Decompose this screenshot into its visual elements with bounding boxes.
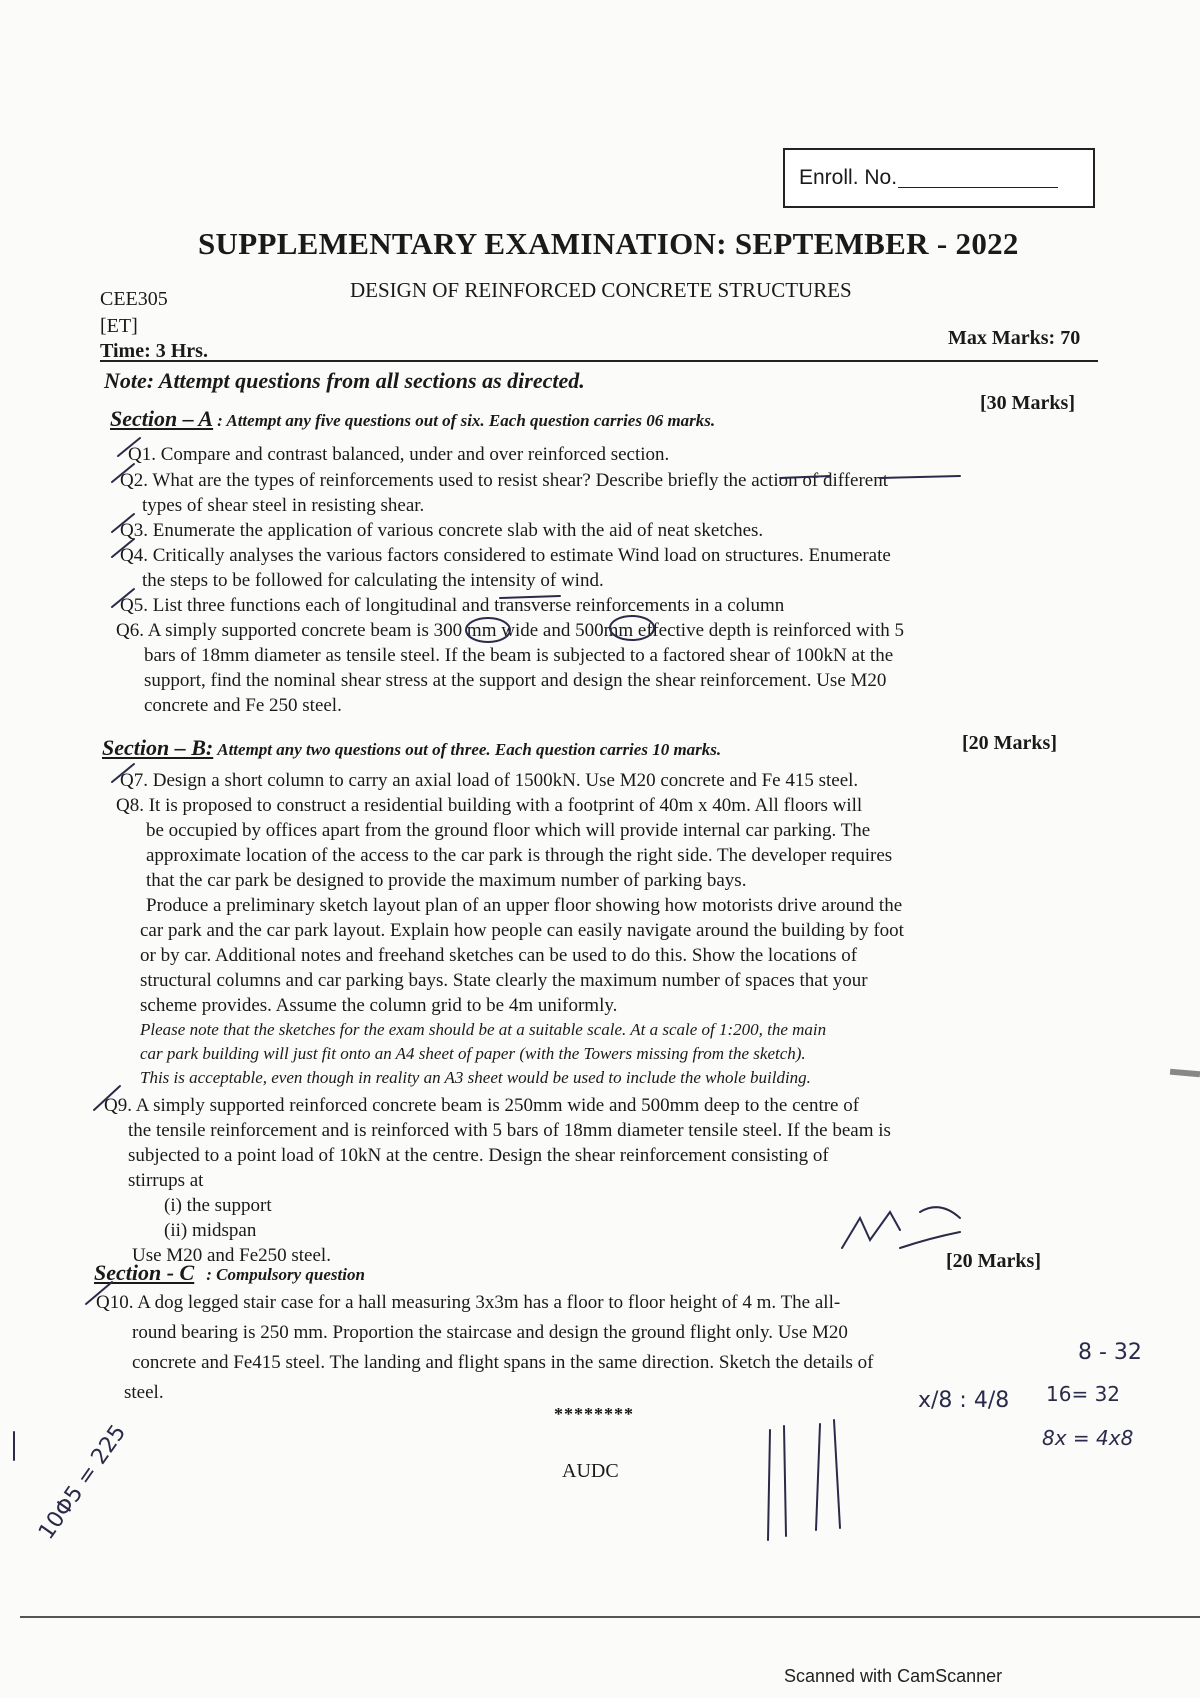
- handwritten-calc: 8x = 4x8: [1042, 1426, 1134, 1450]
- question-text: A simply supported reinforced concrete beam is 250mm wide and 500mm deep to the centre of: [135, 1095, 860, 1116]
- end-code: AUDC: [562, 1460, 619, 1482]
- bar-marks: [768, 1420, 840, 1540]
- tick-mark: [112, 764, 134, 782]
- section-c-heading: Section - C: [94, 1260, 195, 1285]
- handwritten-calc: 16= 32: [1046, 1382, 1121, 1406]
- question-text: types of shear steel in resisting shear.: [142, 495, 425, 516]
- subject-title: DESIGN OF REINFORCED CONCRETE STRUCTURES: [350, 278, 852, 302]
- question-number: Q6.: [116, 620, 144, 641]
- section-a-heading: Section – A: [110, 406, 214, 431]
- question-text: concrete and Fe 250 steel.: [144, 695, 342, 716]
- question-number: Q4.: [120, 545, 148, 566]
- question-subitem: (ii) midspan: [164, 1220, 257, 1241]
- question-text: Critically analyses the various factors considered to estimate Wind load on structures. Enumerate: [152, 545, 891, 566]
- question-number: Q3.: [120, 520, 148, 541]
- question-number: Q1.: [128, 444, 156, 465]
- tick-mark: [112, 464, 134, 482]
- question-text: that the car park be designed to provide the maximum number of parking bays.: [146, 870, 747, 891]
- note-line: This is acceptable, even though in reality an A3 sheet would be used to include the whole building.: [140, 1068, 811, 1087]
- max-marks: Max Marks: 70: [948, 327, 1081, 349]
- question-text: structural columns and car parking bays. State clearly the maximum number of spaces that your: [140, 970, 868, 991]
- question-number: Q7.: [120, 770, 148, 791]
- question-text: stirrups at: [128, 1170, 204, 1191]
- question-text: Use M20 and Fe250 steel.: [132, 1245, 331, 1266]
- question-text: the steps to be followed for calculating the intensity of wind.: [142, 570, 604, 591]
- question-text: or by car. Additional notes and freehand sketches can be used to do this. Show the locations of: [140, 945, 858, 966]
- exam-title: SUPPLEMENTARY EXAMINATION: SEPTEMBER - 2022: [198, 226, 1019, 261]
- question-text: A simply supported concrete beam is 300 mm wide and 500mm effective depth is reinforced with 5: [147, 620, 904, 641]
- section-c-marks: [20 Marks]: [946, 1250, 1041, 1272]
- circle-mark: [466, 618, 510, 642]
- question-number: Q8.: [116, 795, 144, 816]
- underline-mark: [500, 596, 560, 598]
- scribble-mark: [842, 1207, 960, 1248]
- handwritten-note: 10Φ5 = 225: [34, 1420, 132, 1545]
- section-b-heading: Section – B:: [102, 735, 214, 760]
- question-text: scheme provides. Assume the column grid to be 4m uniformly.: [140, 995, 618, 1016]
- branch: [ET]: [100, 315, 138, 337]
- question-text: car park and the car park layout. Explain how people can easily navigate around the building by foot: [140, 920, 904, 941]
- question-text: It is proposed to construct a residential building with a footprint of 40m x 40m. All floors will: [148, 795, 863, 816]
- question-text: List three functions each of longitudinal and transverse reinforcements in a column: [152, 595, 785, 616]
- question-text: Enumerate the application of various concrete slab with the aid of neat sketches.: [152, 520, 764, 541]
- tick-mark: [86, 1282, 112, 1304]
- question-subitem: (i) the support: [164, 1195, 272, 1216]
- section-c-instruction: : Compulsory question: [206, 1265, 365, 1284]
- underline-mark: [880, 476, 960, 478]
- handwritten-calc: x/8 : 4/8: [918, 1388, 1010, 1413]
- section-b-marks: [20 Marks]: [962, 732, 1057, 754]
- question-text: bars of 18mm diameter as tensile steel. If the beam is subjected to a factored shear of 100kN at the: [144, 645, 894, 666]
- tick-mark: [112, 514, 134, 532]
- question-text: subjected to a point load of 10kN at the centre. Design the shear reinforcement consisting of: [128, 1145, 829, 1166]
- section-b-instruction: Attempt any two questions out of three. Each question carries 10 marks.: [217, 740, 722, 759]
- question-text: Design a short column to carry an axial load of 1500kN. Use M20 concrete and Fe 415 steel.: [152, 770, 859, 791]
- question-number: Q10.: [96, 1292, 134, 1313]
- question-text: What are the types of reinforcements used to resist shear? Describe briefly the action of different: [152, 470, 889, 491]
- note-line: car park building will just fit onto an A4 sheet of paper (with the Towers missing from the sketch).: [140, 1044, 806, 1063]
- course-code: CEE305: [100, 288, 168, 310]
- question-text: steel.: [124, 1382, 164, 1403]
- question-number: Q9.: [104, 1095, 132, 1116]
- note: Note: Attempt questions from all sections as directed.: [104, 368, 585, 393]
- note-line: Please note that the sketches for the exam should be at a suitable scale. At a scale of 1:200, the main: [140, 1020, 827, 1039]
- question-text: Compare and contrast balanced, under and over reinforced section.: [160, 444, 670, 465]
- tick-mark: [112, 589, 134, 607]
- scanner-watermark: Scanned with CamScanner: [784, 1666, 1003, 1686]
- circle-mark: [610, 616, 654, 640]
- tick-mark: [112, 539, 134, 557]
- question-text: be occupied by offices apart from the ground floor which will provide internal car parking. The: [146, 820, 871, 841]
- tick-mark: [118, 438, 140, 456]
- tick-mark: [94, 1086, 120, 1110]
- question-text: support, find the nominal shear stress at the support and design the shear reinforcement. Use M20: [144, 670, 887, 691]
- question-text: concrete and Fe415 steel. The landing and flight spans in the same direction. Sketch the details of: [132, 1352, 874, 1373]
- question-text: Produce a preliminary sketch layout plan of an upper floor showing how motorists drive around the: [146, 895, 903, 916]
- end-stars: ********: [554, 1404, 634, 1424]
- section-a-instruction: : Attempt any five questions out of six. Each question carries 06 marks.: [217, 411, 716, 430]
- question-number: Q2.: [120, 470, 148, 491]
- enroll-label: Enroll. No.: [799, 166, 898, 189]
- section-a-marks: [30 Marks]: [980, 392, 1075, 414]
- question-number: Q5.: [120, 595, 148, 616]
- underline-mark: [780, 476, 830, 478]
- handwritten-calc: 8 - 32: [1078, 1340, 1142, 1365]
- question-text: A dog legged stair case for a hall measuring 3x3m has a floor to floor height of 4 m. The all-: [137, 1292, 841, 1313]
- time: Time: 3 Hrs.: [100, 340, 208, 362]
- page-fold-line: [20, 1616, 1200, 1618]
- question-text: round bearing is 250 mm. Proportion the staircase and design the ground flight only. Use M20: [132, 1322, 848, 1343]
- question-text: approximate location of the access to the car park is through the right side. The developer requires: [146, 845, 893, 866]
- question-text: the tensile reinforcement and is reinforced with 5 bars of 18mm diameter tensile steel. If the beam is: [128, 1120, 891, 1141]
